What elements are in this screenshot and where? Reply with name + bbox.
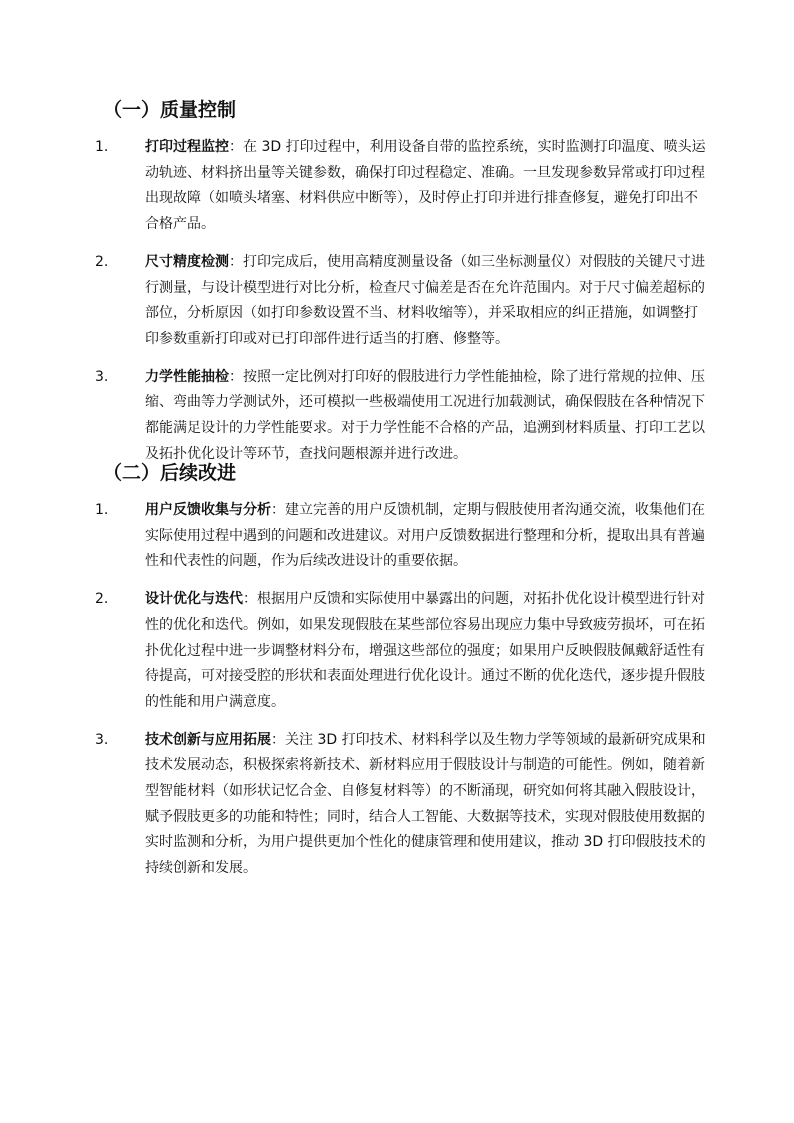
list-item	[0, 587, 794, 716]
term-separator: ：	[243, 591, 257, 608]
list-item	[0, 250, 794, 353]
section-follow-up-improvement	[0, 460, 794, 894]
list-item	[0, 135, 794, 238]
list-item-text	[145, 365, 707, 468]
list-item-term: 设计优化与迭代	[145, 591, 243, 608]
section-quality-control	[0, 97, 794, 479]
list-number: 3.	[95, 368, 109, 385]
list-item-body: 按照一定比例对打印好的假肢进行力学性能抽检，除了进行常规的拉伸、压缩、弯曲等力学测试外，还可模拟一些极端使用工况进行加载测试，确保假肢在各种情况下都能满足设计的力学性能要求。对于力学性能不合格的产品，追溯到材料质量、打印工艺以及拓扑优化设计等环节，查找问题根源并进行改进。	[145, 368, 705, 462]
list-item-term: 力学性能抽检	[145, 368, 229, 385]
term-separator: ：	[229, 368, 243, 385]
term-separator: ：	[229, 253, 243, 270]
list-item-text	[145, 135, 707, 238]
section-heading: （二）后续改进	[103, 462, 237, 484]
list-item-term: 尺寸精度检测	[145, 253, 229, 270]
list-item-text	[145, 728, 707, 882]
list-item-body: 在 3D 打印过程中，利用设备自带的监控系统，实时监测打印温度、喷头运动轨迹、材料挤出量等关键参数，确保打印过程稳定、准确。一旦发现参数异常或打印过程出现故障（如喷头堵塞、材料供应中断等），及时停止打印并进行排查修复，避免打印出不合格产品。	[145, 139, 706, 233]
list-item-text	[145, 498, 707, 575]
term-separator: ：	[229, 139, 243, 155]
list-item	[0, 365, 794, 468]
list-item	[0, 728, 794, 882]
numbered-list	[0, 498, 794, 882]
list-item-term: 技术创新与应用拓展	[145, 731, 271, 748]
numbered-list	[0, 135, 794, 467]
list-item-term: 打印过程监控	[145, 139, 229, 155]
list-number: 1.	[95, 502, 109, 518]
list-item-text	[145, 250, 707, 353]
term-separator: ：	[271, 502, 285, 518]
list-number: 2.	[95, 253, 109, 270]
list-item	[0, 498, 794, 575]
list-item-term: 用户反馈收集与分析	[145, 502, 271, 518]
list-item-text	[145, 587, 707, 716]
list-item-body: 打印完成后，使用高精度测量设备（如三坐标测量仪）对假肢的关键尺寸进行测量，与设计模型进行对比分析，检查尺寸偏差是否在允许范围内。对于尺寸偏差超标的部位，分析原因（如打印参数设置不当、材料收缩等），并采取相应的纠正措施，如调整打印参数重新打印或对已打印部件进行适当的打磨、修整等。	[145, 253, 705, 347]
list-number: 2.	[95, 591, 109, 608]
list-item-body: 根据用户反馈和实际使用中暴露出的问题，对拓扑优化设计模型进行针对性的优化和迭代。例如，如果发现假肢在某些部位容易出现应力集中导致疲劳损坏，可在拓扑优化过程中进一步调整材料分布，增强这些部位的强度；如果用户反映假肢佩戴舒适性有待提高，可对接受腔的形状和表面处理进行优化设计。通过不断的优化迭代，逐步提升假肢的性能和用户满意度。	[145, 591, 705, 710]
list-item-body: 建立完善的用户反馈机制，定期与假肢使用者沟通交流，收集他们在实际使用过程中遇到的问题和改进建议。对用户反馈数据进行整理和分析，提取出具有普遍性和代表性的问题，作为后续改进设计的重要依据。	[145, 502, 705, 570]
list-item-body: 关注 3D 打印技术、材料科学以及生物力学等领域的最新研究成果和技术发展动态，积极探索将新技术、新材料应用于假肢设计与制造的可能性。例如，随着新型智能材料（如形状记忆合金、自修复材料等）的不断涌现，研究如何将其融入假肢设计，赋予假肢更多的功能和特性；同时，结合人工智能、大数据等技术，实现对假肢使用数据的实时监测和分析，为用户提供更加个性化的健康管理和使用建议，推动 3D 打印假肢技术的持续创新和发展。	[145, 731, 706, 877]
list-number: 1.	[95, 139, 109, 155]
term-separator: ：	[271, 731, 285, 748]
list-number: 3.	[95, 731, 109, 748]
section-heading: （一）质量控制	[103, 99, 237, 121]
